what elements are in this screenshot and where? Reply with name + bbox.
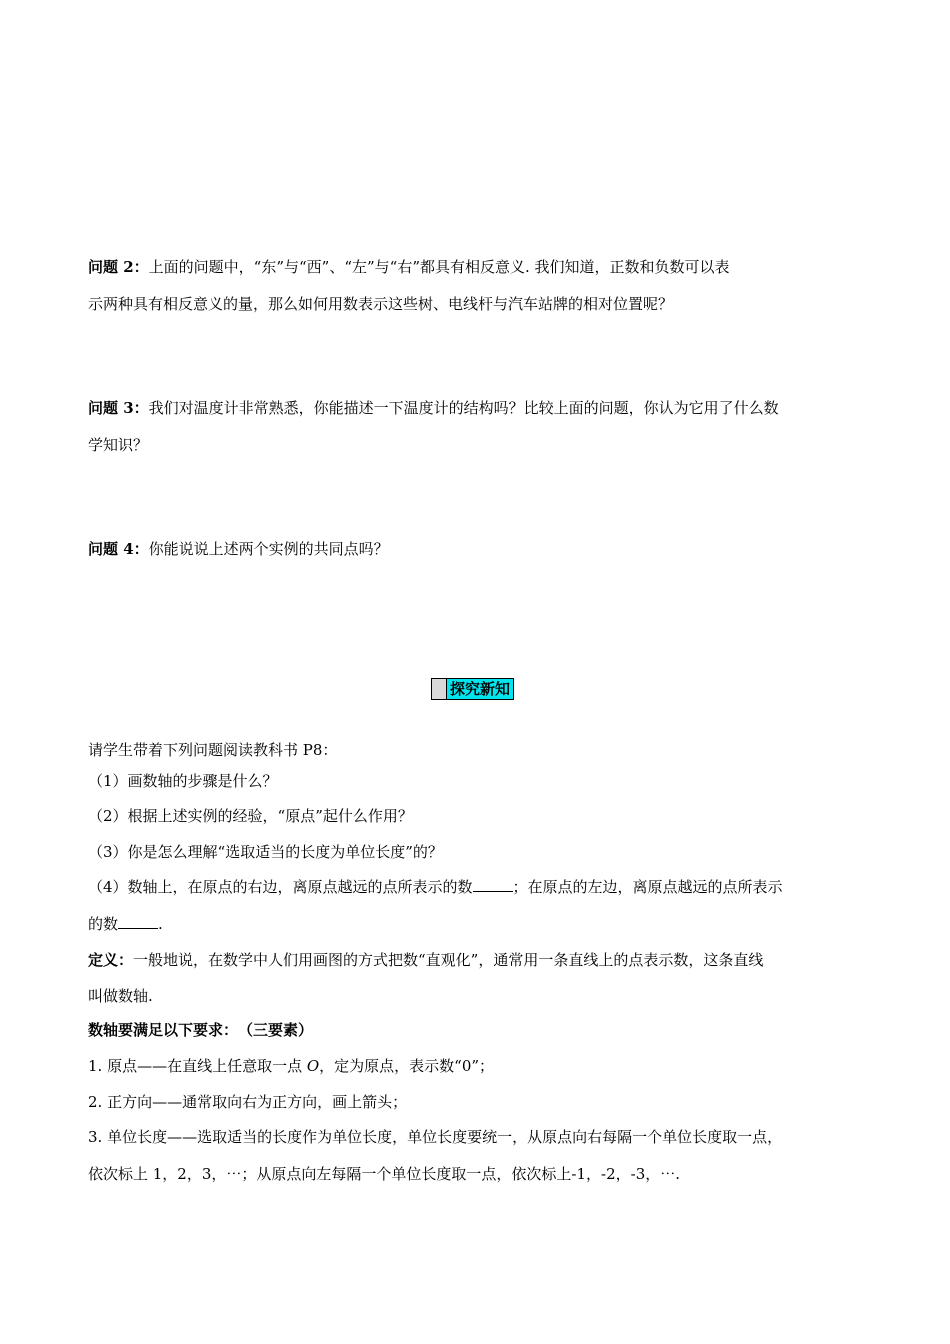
reading-item-3: （3）你是怎么理解“选取适当的长度为单位长度”的？ [88, 843, 443, 861]
definition-line-1 [88, 950, 763, 970]
section-title: 探究新知 [447, 679, 513, 699]
fill-blank-2 [118, 914, 158, 929]
reading-item-1: （1）画数轴的步骤是什么？ [88, 772, 278, 790]
question-2-text: 上面的问题中，“东”与“西”、“左”与“右”都具有相反意义. 我们知道，正数和负数可以表 [148, 258, 730, 276]
section-heading [431, 678, 514, 700]
reading-item-2: （2）根据上述实例的经验，“原点”起什么作用？ [88, 807, 413, 825]
reading-intro: 请学生带着下列问题阅读教科书 P8： [88, 741, 338, 759]
definition-text: 一般地说，在数学中人们用画图的方式把数“直观化”，通常用一条直线上的点表示数，这条直线 [133, 951, 764, 969]
requirement-3-line-1: 3. 单位长度——选取适当的长度作为单位长度，单位长度要统一，从原点向右每隔一个单位长度取一点， [88, 1128, 783, 1146]
requirement-1-text-b: ，定为原点，表示数“0”； [319, 1057, 495, 1075]
reading-item-4-text-d: . [158, 915, 163, 933]
definition-label: 定义： [88, 951, 134, 969]
reading-item-4-text-b: ；在原点的左边，离原点越远的点所表示 [512, 878, 783, 896]
requirements-heading: 数轴要满足以下要求： （三要素） [88, 1021, 314, 1039]
fill-blank-1 [473, 877, 513, 892]
question-3-text: 我们对温度计非常熟悉，你能描述一下温度计的结构吗？比较上面的问题，你认为它用了什么数 [148, 399, 779, 417]
reading-item-4-text-c: 的数 [88, 915, 119, 933]
reading-item-4-line-1 [88, 877, 783, 897]
requirement-3-line-2: 依次标上 1，2，3，⋯；从原点向左每隔一个单位长度取一点，依次标上-1，-2，-3，⋯. [88, 1165, 681, 1183]
question-4-line-1 [88, 539, 389, 559]
requirement-1 [88, 1056, 494, 1076]
origin-symbol: O [306, 1057, 320, 1075]
question-4-text: 你能说说上述两个实例的共同点吗？ [148, 540, 389, 558]
question-3-line-1 [88, 398, 779, 418]
section-marker-icon [432, 679, 447, 699]
requirement-2: 2. 正方向——通常取向右为正方向，画上箭头； [88, 1093, 408, 1111]
reading-item-4-text-a: （4）数轴上，在原点的右边，离原点越远的点所表示的数 [88, 878, 473, 896]
definition-line-2: 叫做数轴. [88, 987, 153, 1005]
question-3-label: 问题 3： [88, 399, 149, 417]
question-2-line-1 [88, 257, 730, 277]
question-4-label: 问题 4： [88, 540, 149, 558]
requirement-1-text-a: 1. 原点——在直线上任意取一点 [88, 1057, 307, 1075]
question-3-line-2: 学知识？ [88, 436, 149, 454]
question-2-line-2: 示两种具有相反意义的量，那么如何用数表示这些树、电线杆与汽车站牌的相对位置呢？ [88, 295, 674, 313]
question-2-label: 问题 2： [88, 258, 149, 276]
reading-item-4-line-2 [88, 914, 163, 934]
